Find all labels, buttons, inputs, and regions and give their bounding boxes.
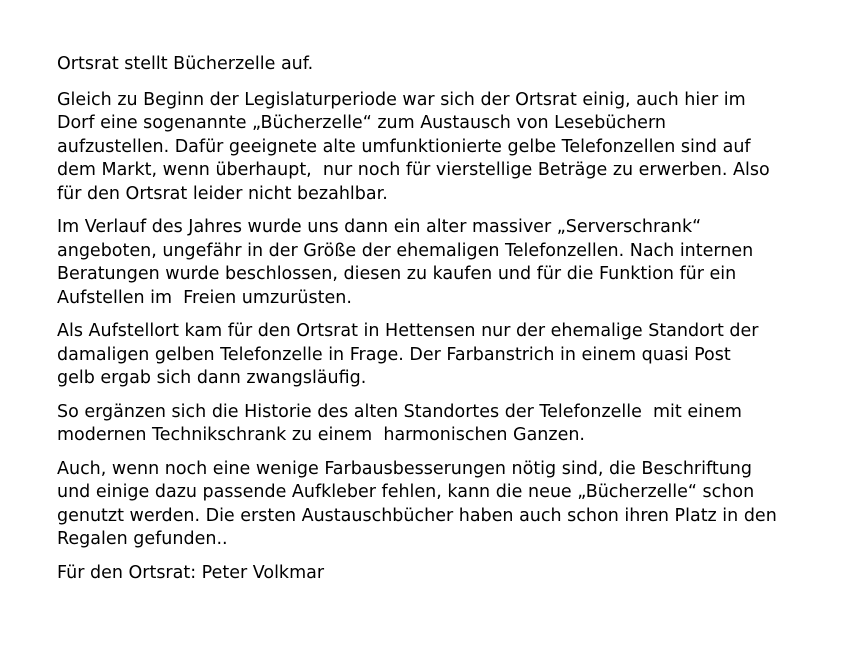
- paragraph-line: Aufstellen im Freien umzurüsten.: [57, 287, 352, 308]
- paragraph-line: Als Aufstellort kam für den Ortsrat in Hettensen nur der ehemalige Standort der: [57, 321, 759, 341]
- paragraph-line: Beratungen wurde beschlossen, diesen zu kaufen und für die Funktion für ein: [57, 264, 737, 284]
- paragraph-line: gelb ergab sich dann zwangsläufig.: [57, 368, 367, 388]
- paragraph-line: Gleich zu Beginn der Legislaturperiode war sich der Ortsrat einig, auch hier im: [57, 89, 746, 110]
- paragraph-line: dem Markt, wenn überhaupt, nur noch für vierstellige Beträge zu erwerben. Also: [57, 160, 770, 180]
- paragraph-line: aufzustellen. Dafür geeignete alte umfunktionierte gelbe Telefonzellen sind auf: [57, 136, 751, 157]
- paragraph-4: [57, 401, 847, 448]
- paragraph-line: und einige dazu passende Aufkleber fehlen, kann die neue „Bücherzelle“ schon: [57, 482, 755, 502]
- document-page: [57, 53, 847, 595]
- paragraph-line: Regalen gefunden..: [57, 529, 228, 549]
- paragraph-line: genutzt werden. Die ersten Austauschbücher haben auch schon ihren Platz in den: [57, 505, 777, 526]
- paragraph-line: Dorf eine sogenannte „Bücherzelle“ zum Austausch von Lesebüchern: [57, 113, 666, 133]
- document-title: Ortsrat stellt Bücherzelle auf.: [57, 54, 314, 74]
- signature: Für den Ortsrat: Peter Volkmar: [57, 562, 325, 583]
- paragraph-1: [57, 89, 847, 207]
- paragraph-2: [57, 216, 847, 310]
- paragraph-line: Auch, wenn noch eine wenige Farbausbesserungen nötig sind, die Beschriftung: [57, 458, 752, 479]
- paragraph-line: angeboten, ungefähr in der Größe der ehemaligen Telefonzellen. Nach internen: [57, 240, 754, 261]
- paragraph-3: [57, 320, 847, 391]
- paragraph-line: für den Ortsrat leider nicht bezahlbar.: [57, 183, 388, 204]
- paragraph-5: [57, 458, 847, 552]
- paragraph-line: Im Verlauf des Jahres wurde uns dann ein alter massiver „Serverschrank“: [57, 217, 702, 237]
- paragraph-line: damaligen gelben Telefonzelle in Frage. Der Farbanstrich in einem quasi Post: [57, 344, 731, 365]
- paragraph-line: So ergänzen sich die Historie des alten Standortes der Telefonzelle mit einem: [57, 401, 742, 422]
- paragraph-line: modernen Technikschrank zu einem harmonischen Ganzen.: [57, 425, 585, 445]
